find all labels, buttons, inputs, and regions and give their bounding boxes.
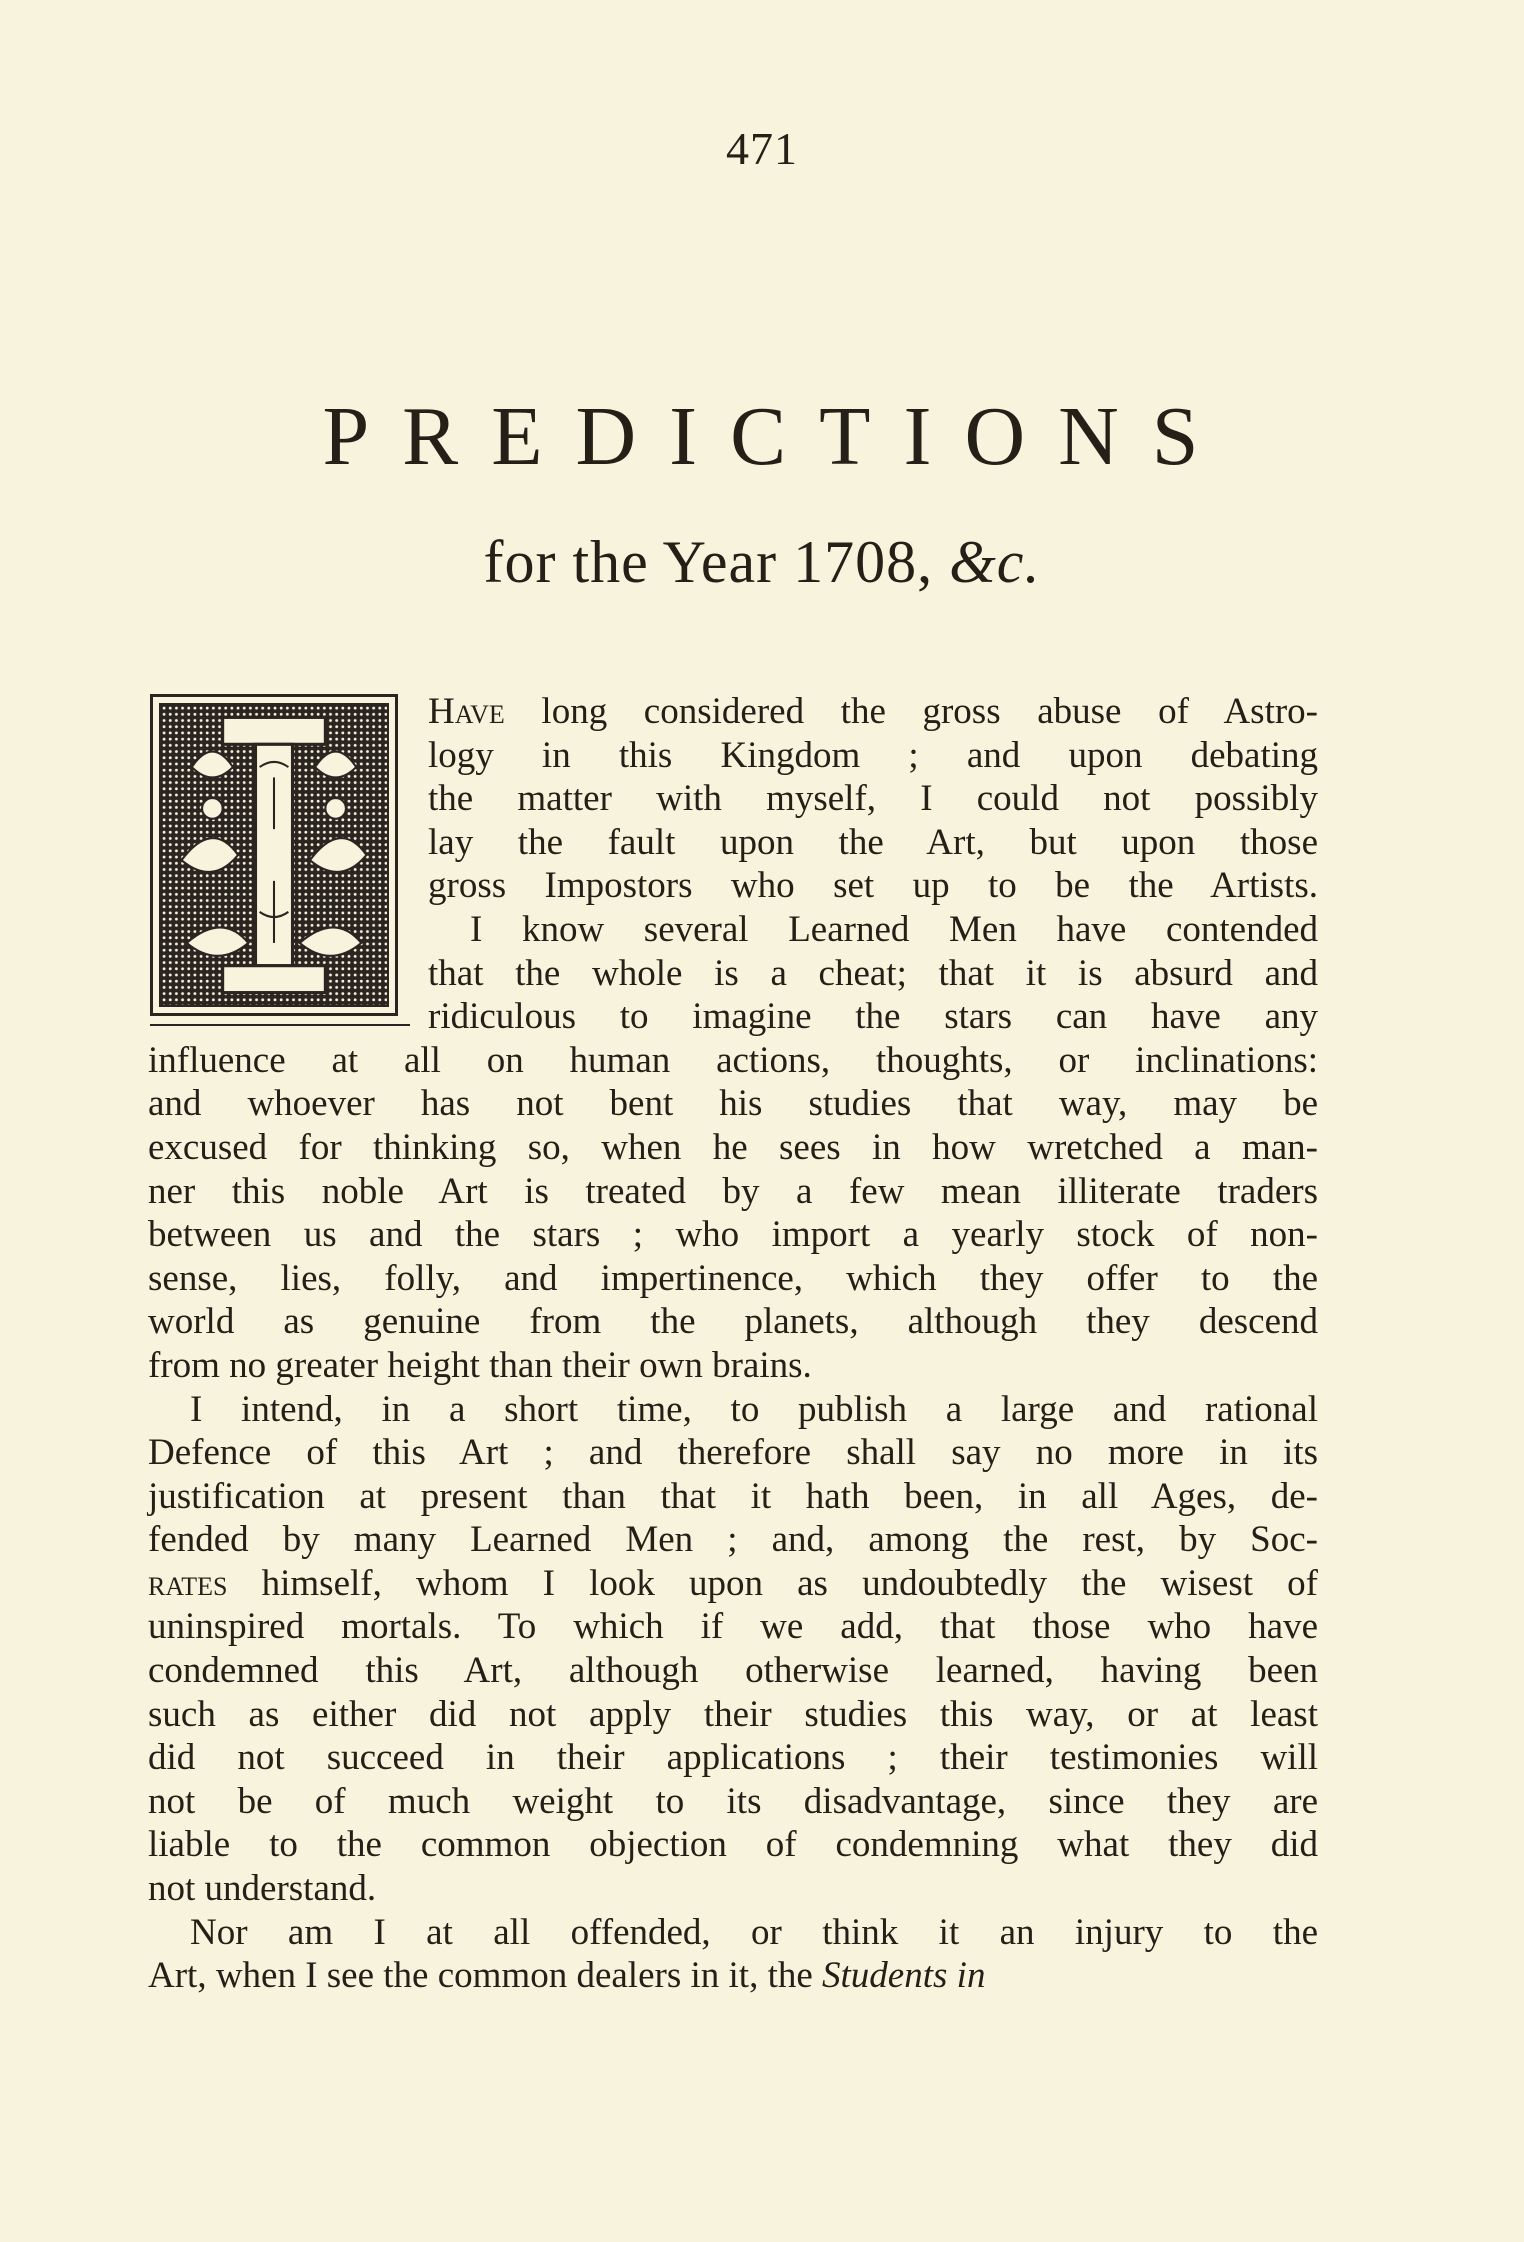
line-text: I intend, in a short time, to publish a large and rational bbox=[190, 1388, 1318, 1430]
text-line bbox=[148, 1736, 1318, 1780]
text-line bbox=[148, 1780, 1318, 1824]
line-text: fended by many Learned Men ; and, among the rest, by Soc- bbox=[148, 1519, 1318, 1561]
text-line bbox=[148, 1300, 1318, 1344]
line-text: gross Impostors who set up to be the Artists. bbox=[428, 865, 1318, 907]
line-text: long considered the gross abuse of Astro- bbox=[504, 691, 1318, 732]
line-text: lay the fault upon the Art, but upon those bbox=[428, 821, 1318, 863]
line-text: sense, lies, folly, and impertinence, which they offer to the bbox=[148, 1257, 1318, 1299]
text-line bbox=[148, 1344, 1318, 1388]
text-line bbox=[148, 1605, 1318, 1649]
line-text: I know several Learned Men have contended bbox=[470, 908, 1318, 950]
line-text: world as genuine from the planets, although they descend bbox=[148, 1301, 1318, 1343]
text-line bbox=[148, 1823, 1318, 1867]
small-caps-word: Have bbox=[428, 691, 505, 732]
body-text bbox=[148, 690, 1318, 1998]
line-text: ridiculous to imagine the stars can have any bbox=[428, 996, 1318, 1038]
line-text: that the whole is a cheat; that it is absurd and bbox=[428, 952, 1318, 994]
text-line bbox=[148, 1867, 1318, 1911]
text-line bbox=[148, 1911, 1318, 1955]
text-line bbox=[148, 734, 1318, 778]
text-line bbox=[148, 1475, 1318, 1519]
text-line bbox=[148, 1213, 1318, 1257]
text-line bbox=[148, 1082, 1318, 1126]
text-line bbox=[148, 1388, 1318, 1432]
line-text: between us and the stars ; who import a yearly stock of non- bbox=[148, 1214, 1318, 1256]
text-line bbox=[148, 1518, 1318, 1562]
text-line bbox=[148, 995, 1318, 1039]
text-line bbox=[148, 908, 1318, 952]
italic-words: Students in bbox=[822, 1955, 986, 1997]
text-line bbox=[148, 1649, 1318, 1693]
text-line bbox=[148, 1954, 1318, 1998]
text-line bbox=[148, 1431, 1318, 1475]
line-text: and whoever has not bent his studies that way, may be bbox=[148, 1083, 1318, 1125]
line-text: such as either did not apply their studies this way, or at least bbox=[148, 1693, 1318, 1735]
small-caps-word: rates bbox=[148, 1562, 228, 1604]
chapter-title: PREDICTIONS bbox=[322, 390, 1232, 483]
line-text: justification at present than that it hath been, in all Ages, de- bbox=[148, 1475, 1318, 1517]
text-line bbox=[148, 952, 1318, 996]
line-text: did not succeed in their applications ; their testimonies will bbox=[148, 1737, 1318, 1779]
text-line bbox=[148, 1170, 1318, 1214]
text-line bbox=[148, 1693, 1318, 1737]
line-text: influence at all on human actions, thoughts, or inclinations: bbox=[148, 1039, 1318, 1081]
line-text: uninspired mortals. To which if we add, that those who have bbox=[148, 1606, 1318, 1648]
text-line bbox=[148, 864, 1318, 908]
line-text: Defence of this Art ; and therefore shall say no more in its bbox=[148, 1432, 1318, 1474]
line-text: Nor am I at all offended, or think it an injury to the bbox=[190, 1911, 1318, 1953]
line-text: liable to the common objection of condemning what they did bbox=[148, 1824, 1318, 1866]
line-text: ner this noble Art is treated by a few mean illiterate traders bbox=[148, 1170, 1318, 1212]
line-text: logy in this Kingdom ; and upon debating bbox=[428, 734, 1318, 776]
line-text: himself, whom I look upon as undoubtedly the wisest of bbox=[227, 1562, 1318, 1604]
line-text: excused for thinking so, when he sees in how wretched a man- bbox=[148, 1126, 1318, 1168]
text-line bbox=[148, 777, 1318, 821]
page-number: 471 bbox=[726, 123, 798, 174]
text-line bbox=[148, 1126, 1318, 1170]
text-line bbox=[148, 690, 1318, 734]
text-line bbox=[148, 821, 1318, 865]
text-line bbox=[148, 1039, 1318, 1083]
text-line bbox=[148, 1562, 1318, 1606]
line-text: condemned this Art, although otherwise learned, having been bbox=[148, 1650, 1318, 1692]
text-line bbox=[148, 1257, 1318, 1301]
line-text: the matter with myself, I could not possibly bbox=[428, 778, 1318, 820]
subtitle-text: for the Year 1708, bbox=[483, 529, 934, 595]
line-text: not understand. bbox=[148, 1868, 377, 1910]
chapter-subtitle bbox=[0, 528, 1524, 597]
line-text: not be of much weight to its disadvantage, since they are bbox=[148, 1780, 1318, 1822]
line-text: from no greater height than their own brains. bbox=[148, 1344, 812, 1386]
line-text: Art, when I see the common dealers in it, the bbox=[148, 1955, 823, 1997]
subtitle-etc: &c. bbox=[949, 529, 1041, 595]
